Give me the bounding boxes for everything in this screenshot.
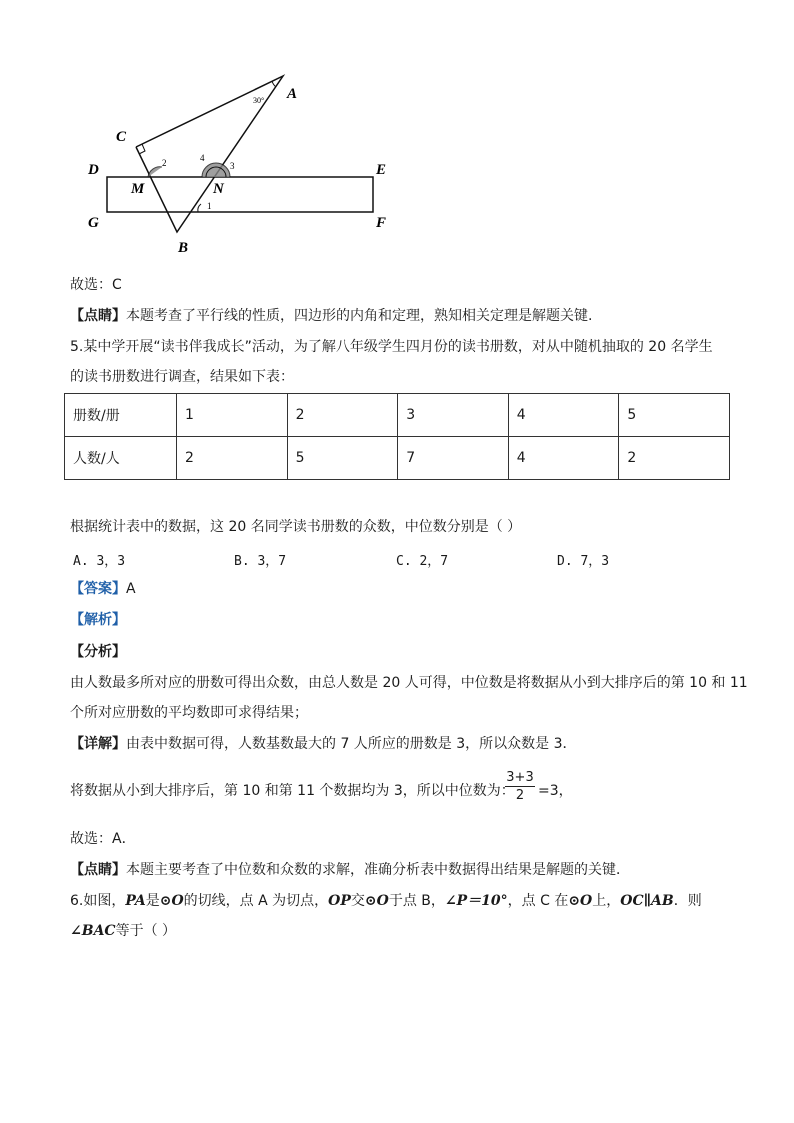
label-d: D xyxy=(88,162,99,178)
q5-answer xyxy=(70,579,136,599)
option-b: B. 3，7 xyxy=(234,554,287,569)
q6-stem-line1 xyxy=(70,891,702,911)
comment-text: 本题主要考查了中位数和众数的求解，准确分析表中数据得出结果是解题的关键． xyxy=(126,862,630,878)
fenxi-tag: 【分析】 xyxy=(70,644,126,660)
q6-stem-line2 xyxy=(70,921,176,941)
table-cell: 4 xyxy=(508,437,619,480)
math-op: OP xyxy=(328,893,351,909)
math-angle-p: ∠P＝10° xyxy=(444,893,508,909)
fraction-denominator: 2 xyxy=(515,788,525,803)
table-cell: 1 xyxy=(177,394,288,437)
table-cell: 册数/册 xyxy=(65,394,177,437)
geometry-figure xyxy=(80,65,410,265)
fraction-numerator: 3+3 xyxy=(506,770,534,785)
q4-answer: 故选：C xyxy=(70,277,122,293)
q5-stem-line1: 5.某中学开展“读书伴我成长”活动，为了解八年级学生四月份的读书册数，对从中随机抽取的 20 名学生 xyxy=(70,339,713,355)
q5-comment xyxy=(70,860,630,880)
detail-tag: 【详解】 xyxy=(70,736,126,752)
label-a: A xyxy=(287,86,298,102)
angle-30-label: 30° xyxy=(253,96,265,105)
analysis-tag: 【解析】 xyxy=(70,612,126,628)
q6-text: 的切线，点 A 为切点， xyxy=(183,893,329,909)
table-cell: 人数/人 xyxy=(65,437,177,480)
fenxi-line2: 个所对应册数的平均数即可求得结果； xyxy=(70,705,308,721)
math-circle-o: ⊙O xyxy=(568,893,593,909)
option-a: A. 3，3 xyxy=(73,554,126,569)
table-cell: 4 xyxy=(508,394,619,437)
label-g: G xyxy=(88,215,99,231)
angle-2-arc xyxy=(148,167,162,177)
angle-1-label: 1 xyxy=(207,201,212,211)
table-cell: 2 xyxy=(177,437,288,480)
q6-text: 上， xyxy=(592,893,621,909)
parallel-strip xyxy=(107,177,373,212)
q4-comment xyxy=(70,306,592,326)
table-cell: 3 xyxy=(398,394,509,437)
angle-2-label: 2 xyxy=(162,158,167,168)
fenxi-line1: 由人数最多所对应的册数可得出众数，由总人数是 20 人可得，中位数是将数据从小到大排序后的第 10 和 11 xyxy=(70,675,748,691)
table-cell: 7 xyxy=(398,437,509,480)
table-cell: 2 xyxy=(619,437,730,480)
comment-tag: 【点睛】 xyxy=(70,308,126,324)
option-d: D. 7，3 xyxy=(557,554,610,569)
angle-3-label: 3 xyxy=(230,161,235,171)
q5-question: 根据统计表中的数据，这 20 名同学读书册数的众数，中位数分别是（ ） xyxy=(70,519,522,535)
stats-table xyxy=(64,393,730,480)
table-cell: 5 xyxy=(619,394,730,437)
label-m: M xyxy=(131,181,145,197)
math-pa: PA xyxy=(125,893,146,909)
label-c: C xyxy=(116,129,127,145)
answer-tag: 【答案】 xyxy=(70,581,126,597)
angle-4-label: 4 xyxy=(200,153,205,163)
median-text: 将数据从小到大排序后，第 10 和第 11 个数据均为 3，所以中位数为： xyxy=(70,783,515,799)
q6-number: 6.如图， xyxy=(70,893,126,909)
q6-text: 是 xyxy=(145,893,160,909)
label-f: F xyxy=(376,215,387,231)
label-n: N xyxy=(213,181,224,197)
table-row xyxy=(65,437,730,480)
q6-text: 于点 B， xyxy=(388,893,445,909)
angle-1-arc xyxy=(198,204,201,212)
table-cell: 2 xyxy=(287,394,398,437)
detail-line xyxy=(70,734,577,754)
angle-a-arc xyxy=(272,81,276,87)
answer-value: A xyxy=(126,581,136,597)
math-angle-bac: ∠BAC xyxy=(70,923,116,939)
math-parallel: OC∥AB xyxy=(620,893,674,909)
comment-text: 本题考查了平行线的性质，四边形的内角和定理，熟知相关定理是解题关键. xyxy=(126,308,593,324)
q6-text: ，点 C 在 xyxy=(507,893,569,909)
label-b: B xyxy=(178,240,189,256)
median-fraction xyxy=(505,770,535,805)
comment-tag: 【点睛】 xyxy=(70,862,126,878)
option-c: C. 2，7 xyxy=(396,554,449,569)
fraction-result: =3， xyxy=(538,783,573,799)
label-e: E xyxy=(376,162,387,178)
q5-stem-line2: 的读书册数进行调查，结果如下表： xyxy=(70,369,294,385)
math-circle-o: ⊙O xyxy=(159,893,184,909)
detail-text: 由表中数据可得，人数基数最大的 7 人所应的册数是 3，所以众数是 3． xyxy=(126,736,577,752)
q6-text: 交 xyxy=(350,893,365,909)
math-circle-o: ⊙O xyxy=(364,893,389,909)
table-row xyxy=(65,394,730,437)
q5-choose: 故选：A． xyxy=(70,831,136,847)
q6-text: 等于（ ） xyxy=(115,923,177,939)
q6-text: ．则 xyxy=(673,893,702,909)
table-cell: 5 xyxy=(287,437,398,480)
